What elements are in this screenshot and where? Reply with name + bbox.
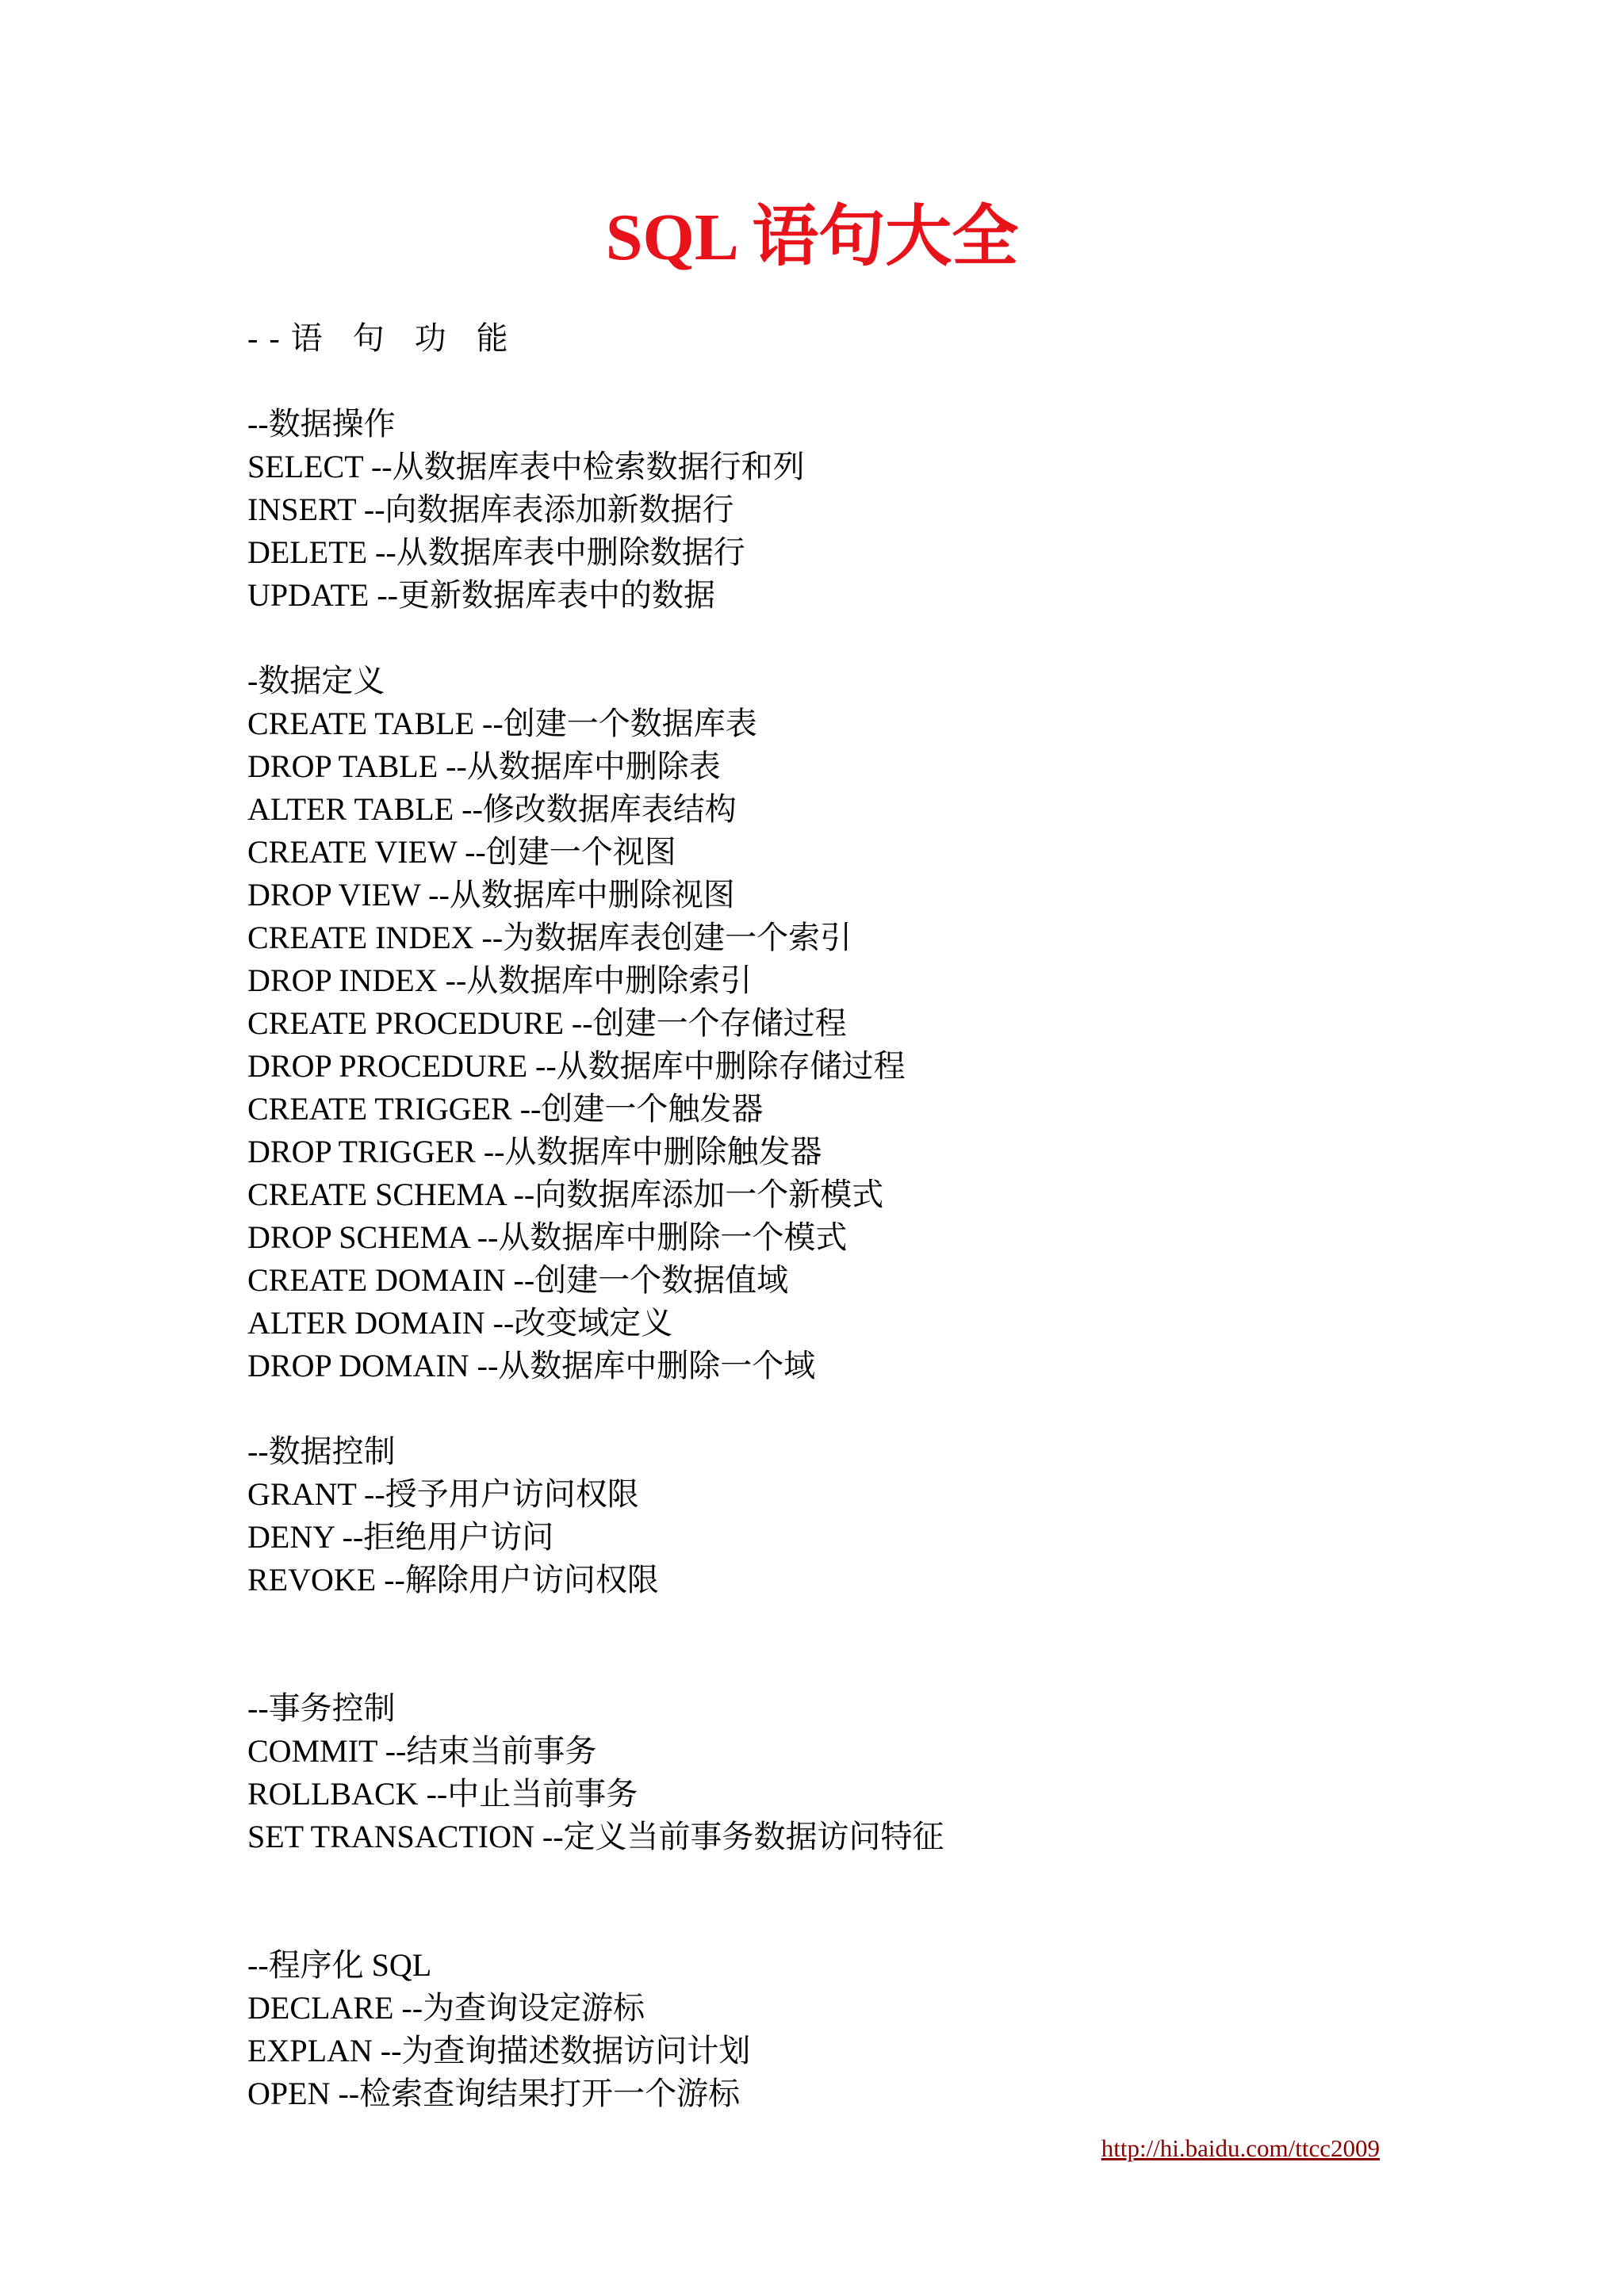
list-item: CREATE INDEX --为数据库表创建一个索引 <box>247 920 852 955</box>
list-item: REVOKE --解除用户访问权限 <box>247 1562 659 1598</box>
list-item: DROP SCHEMA --从数据库中删除一个模式 <box>247 1219 848 1255</box>
list-item: DROP PROCEDURE --从数据库中删除存储过程 <box>247 1048 906 1084</box>
list-item: SET TRANSACTION --定义当前事务数据访问特征 <box>247 1819 944 1854</box>
spacer <box>247 1601 1516 1687</box>
section-heading-data-definition: -数据定义 <box>247 663 385 698</box>
header-line: --语 句 功 能 <box>247 320 519 356</box>
list-item: DROP DOMAIN --从数据库中删除一个域 <box>247 1348 816 1383</box>
list-item: CREATE DOMAIN --创建一个数据值域 <box>247 1262 789 1298</box>
list-item: ALTER DOMAIN --改变域定义 <box>247 1305 673 1341</box>
list-item: CREATE SCHEMA --向数据库添加一个新模式 <box>247 1177 884 1212</box>
section-heading-data-control: --数据控制 <box>247 1433 396 1469</box>
list-item: UPDATE --更新数据库表中的数据 <box>247 577 715 613</box>
list-item: OPEN --检索查询结果打开一个游标 <box>247 2076 741 2111</box>
list-item: COMMIT --结束当前事务 <box>247 1733 597 1769</box>
spacer <box>247 1858 1516 1944</box>
list-item: CREATE PROCEDURE --创建一个存储过程 <box>247 1005 847 1041</box>
list-item: DELETE --从数据库表中删除数据行 <box>247 534 745 570</box>
list-item: ALTER TABLE --修改数据库表结构 <box>247 791 737 827</box>
list-item: CREATE TABLE --创建一个数据库表 <box>247 706 757 741</box>
list-item: DENY --拒绝用户访问 <box>247 1519 554 1555</box>
list-item: DROP TRIGGER --从数据库中删除触发器 <box>247 1134 822 1169</box>
list-item: INSERT --向数据库表添加新数据行 <box>247 492 734 527</box>
list-item: SELECT --从数据库表中检索数据行和列 <box>247 449 805 484</box>
document-body <box>247 317 1516 2115</box>
list-item: DROP TABLE --从数据库中删除表 <box>247 748 721 784</box>
list-item: CREATE VIEW --创建一个视图 <box>247 834 676 870</box>
page-title: SQL 语句大全 <box>605 201 1019 274</box>
list-item: DECLARE --为查询设定游标 <box>247 1990 645 2026</box>
list-item: EXPLAN --为查询描述数据访问计划 <box>247 2033 751 2068</box>
section-heading-programmatic-sql: --程序化 SQL <box>247 1947 432 1983</box>
list-item: CREATE TRIGGER --创建一个触发器 <box>247 1091 764 1127</box>
section-heading-data-manipulation: --数据操作 <box>247 406 396 442</box>
spacer <box>247 1387 1516 1430</box>
spacer <box>247 617 1516 660</box>
spacer <box>247 360 1516 403</box>
list-item: DROP VIEW --从数据库中删除视图 <box>247 877 735 913</box>
footer-link[interactable]: http://hi.baidu.com/ttcc2009 <box>1101 2134 1380 2162</box>
section-heading-transaction-control: --事务控制 <box>247 1690 396 1726</box>
list-item: DROP INDEX --从数据库中删除索引 <box>247 962 753 998</box>
list-item: ROLLBACK --中止当前事务 <box>247 1776 638 1812</box>
list-item: GRANT --授予用户访问权限 <box>247 1476 639 1512</box>
